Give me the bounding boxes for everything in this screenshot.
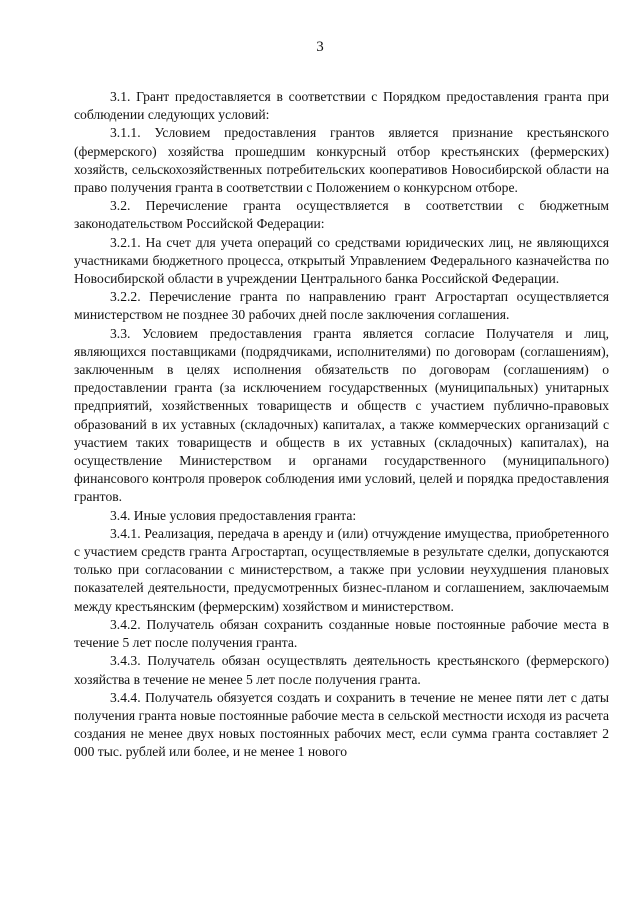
- paragraph-3-2: 3.2. Перечисление гранта осуществляется в соответствии с бюджетным законодательством Российской Федерации:: [74, 198, 609, 232]
- paragraph-3-4: 3.4. Иные условия предоставления гранта:: [110, 507, 357, 523]
- paragraph-3-1: 3.1. Грант предоставляется в соответствии с Порядком предоставления гранта при соблюдении следующих условий:: [74, 89, 609, 123]
- paragraph-3-4-3: 3.4.3. Получатель обязан осуществлять деятельность крестьянского (фермерского) хозяйства в течение не менее 5 лет после получения гранта.: [74, 653, 609, 687]
- paragraph-3-4-2: 3.4.2. Получатель обязан сохранить созданные новые постоянные рабочие места в течение 5 лет после получения гранта.: [74, 616, 609, 651]
- paragraph-3-2-1: 3.2.1. На счет для учета операций со средствами юридических лиц, не являющихся участниками бюджетного процесса, открытый Управлением Федерального казначейства по Новосибирской области в учреждении Центрального банка Российской Федерации.: [74, 234, 609, 287]
- page-number: 3: [316, 39, 324, 55]
- paragraph-3-4-1: 3.4.1. Реализация, передача в аренду и (или) отчуждение имущества, приобретенного с участием средств гранта Агростартап, осуществляемые в результате сделки, допускаются только при согласовании с министерством, а также при условии неухудшения плановых показателей деятельности, предусмотренных бизнес-планом и соглашением, заключаемым между крестьянским (фермерским) хозяйством и министерством.: [74, 525, 609, 614]
- paragraph-3-3: 3.3. Условием предоставления гранта является согласие Получателя и лиц, являющихся поставщиками (подрядчиками, исполнителями) по договорам (соглашениям), заключенным в целях исполнения обязательств по договорам (соглашениям) о предоставлении гранта (за исключением государственных (муниципальных) унитарных предприятий, хозяйственных товариществ и обществ с участием публично-правовых образований в их уставных (складочных) капиталах, а также коммерческих организаций с участием таких товариществ и обществ в их уставных (складочных) капиталах), на осуществление Министерством и органами государственного (муниципального) финансового контроля проверок соблюдения ими условий, целей и порядка предоставления грантов.: [74, 325, 609, 505]
- paragraph-3-1-1: 3.1.1. Условием предоставления грантов является признание крестьянского (фермерского) хозяйства прошедшим конкурсный отбор крестьянских (фермерских) хозяйств, сельскохозяйственных потребительских кооперативов Новосибирской области на право получения гранта в соответствии с Положением о конкурсном отборе.: [74, 125, 609, 196]
- paragraph-3-4-4: 3.4.4. Получатель обязуется создать и сохранить в течение не менее пяти лет с даты получения гранта новые постоянные рабочие места в сельской местности исходя из расчета создания не менее двух новых постоянных рабочих мест, если сумма гранта составляет 2 000 тыс. рублей или более, и не менее 1 нового: [74, 689, 609, 760]
- paragraph-3-2-2: 3.2.2. Перечисление гранта по направлению грант Агростартап осуществляется министерством не позднее 30 рабочих дней после заключения соглашения.: [74, 289, 609, 323]
- document-body: [74, 88, 609, 762]
